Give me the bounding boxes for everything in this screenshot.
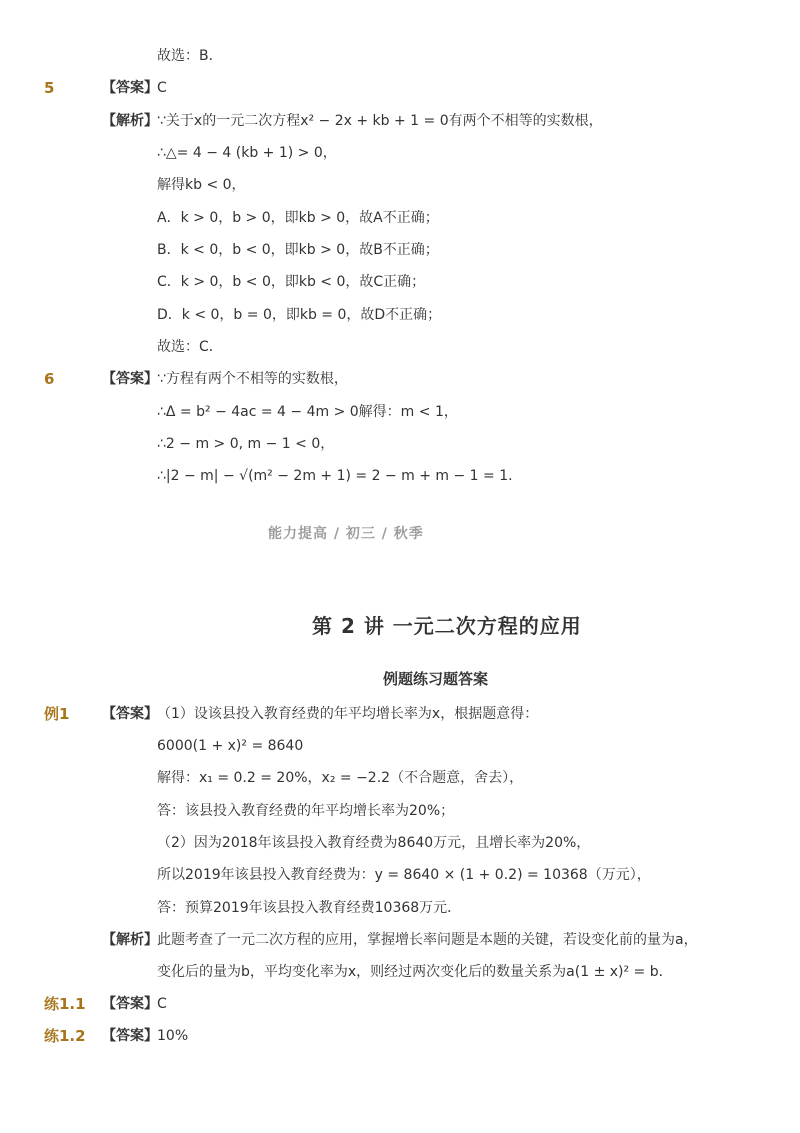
analysis-line: 故选：C． bbox=[157, 339, 223, 355]
answer-tag: 【答案】 bbox=[102, 996, 158, 1012]
answer-line: ∵方程有两个不相等的实数根， bbox=[157, 371, 348, 387]
analysis-tag: 【解析】 bbox=[102, 113, 158, 129]
answer-tag: 【答案】 bbox=[102, 1028, 158, 1044]
analysis-line: 解得kb < 0， bbox=[157, 177, 246, 193]
section-title: 例题练习题答案 bbox=[383, 670, 489, 688]
answer-line: ∴|2 − m| − √(m² − 2m + 1) = 2 − m + m − 1 = 1． bbox=[157, 468, 523, 484]
analysis-tag: 【解析】 bbox=[102, 932, 158, 948]
answer-line: （2）因为2018年该县投入教育经费为8640万元，且增长率为20%， bbox=[157, 835, 591, 851]
chapter-title: 第 2 讲 一元二次方程的应用 bbox=[312, 614, 582, 638]
answer-line: 解得：x₁ = 0.2 = 20%，x₂ = −2.2（不合题意，舍去）， bbox=[157, 770, 524, 786]
answer-line: 所以2019年该县投入教育经费为：y = 8640 × (1 + 0.2) = 10368（万元）， bbox=[157, 867, 651, 883]
practice-number-1-1: 练1.1 bbox=[44, 995, 86, 1013]
analysis-line: 变化后的量为b，平均变化率为x，则经过两次变化后的数量关系为a(1 ± x)² = b． bbox=[157, 964, 673, 980]
analysis-line: C．k > 0，b < 0，即kb < 0，故C正确； bbox=[157, 274, 426, 290]
answer-value: C bbox=[157, 996, 167, 1012]
answer-line: 答：该县投入教育经费的年平均增长率为20%； bbox=[157, 803, 455, 819]
analysis-line: A．k > 0，b > 0，即kb > 0，故A不正确； bbox=[157, 210, 439, 226]
answer-line: ∴2 − m > 0, m − 1 < 0， bbox=[157, 436, 335, 452]
example-number-1: 例1 bbox=[44, 705, 70, 723]
answer-tag: 【答案】 bbox=[102, 80, 158, 96]
previous-answer-conclusion: 故选：B． bbox=[157, 48, 223, 64]
analysis-line: B．k < 0，b < 0，即kb > 0，故B不正确； bbox=[157, 242, 439, 258]
answer-line: 答：预算2019年该县投入教育经费10368万元． bbox=[157, 900, 462, 916]
answer-tag: 【答案】 bbox=[102, 706, 158, 722]
analysis-line: ∴△= 4 − 4 (kb + 1) > 0， bbox=[157, 145, 337, 161]
answer-line: 6000(1 + x)² = 8640 bbox=[157, 738, 304, 754]
answer-value: C bbox=[157, 80, 167, 96]
question-number-6: 6 bbox=[44, 370, 55, 388]
analysis-line: ∵关于x的一元二次方程x² − 2x + kb + 1 = 0有两个不相等的实数根， bbox=[157, 113, 603, 129]
analysis-line: 此题考查了一元二次方程的应用，掌握增长率问题是本题的关键，若设变化前的量为a， bbox=[157, 932, 698, 948]
analysis-line: D．k < 0，b = 0，即kb = 0，故D不正确； bbox=[157, 307, 442, 323]
answer-line: ∴Δ = b² − 4ac = 4 − 4m > 0解得：m < 1， bbox=[157, 404, 458, 420]
question-number-5: 5 bbox=[44, 79, 55, 97]
page-footer: 能力提高 / 初三 / 秋季 bbox=[268, 526, 424, 542]
answer-tag: 【答案】 bbox=[102, 371, 158, 387]
answer-value: 10% bbox=[157, 1028, 189, 1044]
answer-line: （1）设该县投入教育经费的年平均增长率为x，根据题意得： bbox=[157, 706, 539, 722]
practice-number-1-2: 练1.2 bbox=[44, 1027, 86, 1045]
